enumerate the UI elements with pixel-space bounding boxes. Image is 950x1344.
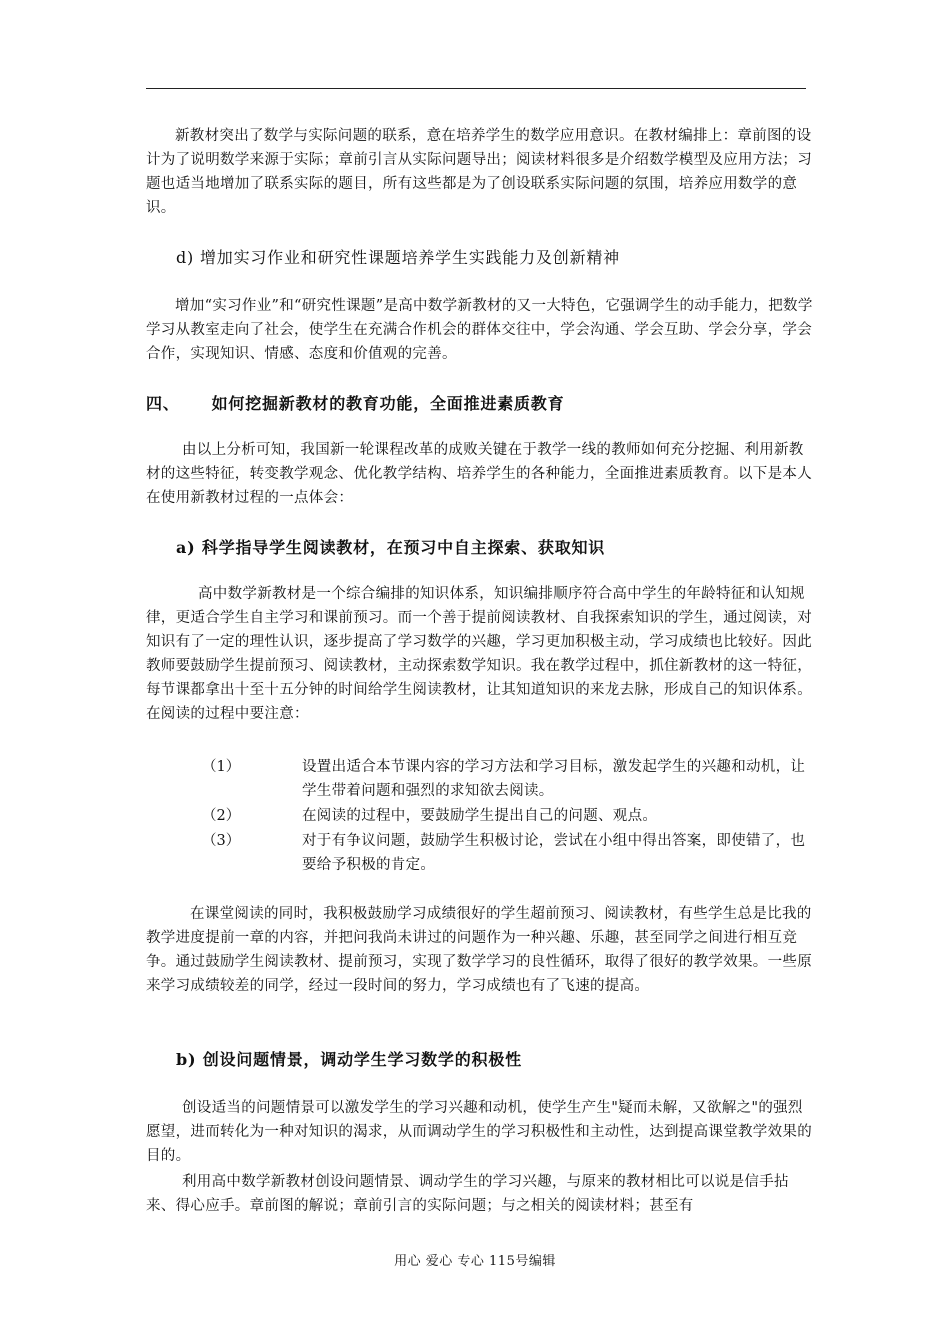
list-item-2: 在阅读的过程中，要鼓励学生提出自己的问题、观点。 [302, 808, 658, 824]
section-title: 如何挖掘新教材的教育功能，全面推进素质教育 [211, 394, 565, 413]
paragraph-5: 在课堂阅读的同时，我积极鼓励学习成绩很好的学生超前预习、阅读教材，有些学生总是比我的教学进度提前一章的内容，并把问我尚未讲过的问题作为一种兴趣、乐趣，甚至同学之间进行相互竞争。通过鼓励学生阅读教材、提前预习，实现了数学学习的良性循环，取得了很好的教学效果。一些原来学习成绩较差的同学，经过一段时间的努力，学习成绩也有了飞速的提高。 [146, 906, 812, 994]
page-footer: 用心 爱心 专心 115号编辑 [394, 1254, 556, 1269]
subheading-a: a) 科学指导学生阅读教材，在预习中自主探索、获取知识 [176, 538, 606, 557]
header-rule [146, 88, 806, 89]
paragraph-6: 创设适当的问题情景可以激发学生的学习兴趣和动机，使学生产生"疑而未解，又欲解之"的强烈愿望，进而转化为一种对知识的渴求，从而调动学生的学习积极性和主动性，达到提高课堂教学效果的目的。 [146, 1100, 812, 1164]
list-item-3: 对于有争议问题，鼓励学生积极讨论，尝试在小组中得出答案，即使错了，也要给予积极的肯定。 [302, 833, 806, 873]
paragraph-4: 高中数学新教材是一个综合编排的知识体系，知识编排顺序符合高中学生的年龄特征和认知规律，更适合学生自主学习和课前预习。而一个善于提前阅读教材、自我探索知识的学生，通过阅读，对知识有了一定的理性认识，逐步提高了学习数学的兴趣，学习更加积极主动，学习成绩也比较好。因此教师要鼓励学生提前预习、阅读教材，主动探索数学知识。我在教学过程中，抓住新教材的这一特征，每节课都拿出十至十五分钟的时间给学生阅读教材，让其知道知识的来龙去脉，形成自己的知识体系。在阅读的过程中要注意： [146, 586, 812, 722]
paragraph-3: 由以上分析可知，我国新一轮课程改革的成败关键在于教学一线的教师如何充分挖掘、利用新教材的这些特征，转变教学观念、优化教学结构、培养学生的各种能力，全面推进素质教育。以下是本人在使用新教材过程的一点体会： [146, 442, 812, 506]
subheading-b: b) 创设问题情景，调动学生学习数学的积极性 [176, 1050, 522, 1069]
subheading-d: d) 增加实习作业和研究性课题培养学生实践能力及创新精神 [176, 248, 620, 267]
list-item-1: 设置出适合本节课内容的学习方法和学习目标，激发起学生的兴趣和动机，让学生带着问题和强烈的求知欲去阅读。 [302, 759, 806, 799]
paragraph-1: 新教材突出了数学与实际问题的联系，意在培养学生的数学应用意识。在教材编排上：章前图的设计为了说明数学来源于实际；章前引言从实际问题导出；阅读材料很多是介绍数学模型及应用方法；习题也适当地增加了联系实际的题目，所有这些都是为了创设联系实际问题的氛围，培养应用数学的意识。 [146, 128, 812, 216]
section-number: 四、 [146, 394, 180, 413]
paragraph-2: 增加“实习作业”和“研究性课题”是高中数学新教材的又一大特色，它强调学生的动手能力，把数学学习从教室走向了社会，使学生在充满合作机会的群体交往中，学会沟通、学会互助、学会分享，学会合作，实现知识、情感、态度和价值观的完善。 [146, 298, 813, 362]
list-number-3: （3） [202, 833, 241, 849]
list-number-1: （1） [202, 759, 241, 775]
list-number-2: （2） [202, 808, 241, 824]
section-heading-4 [146, 392, 814, 416]
paragraph-7: 利用高中数学新教材创设问题情景、调动学生的学习兴趣，与原来的教材相比可以说是信手拈来、得心应手。章前图的解说；章前引言的实际问题；与之相关的阅读材料；甚至有 [146, 1174, 789, 1214]
